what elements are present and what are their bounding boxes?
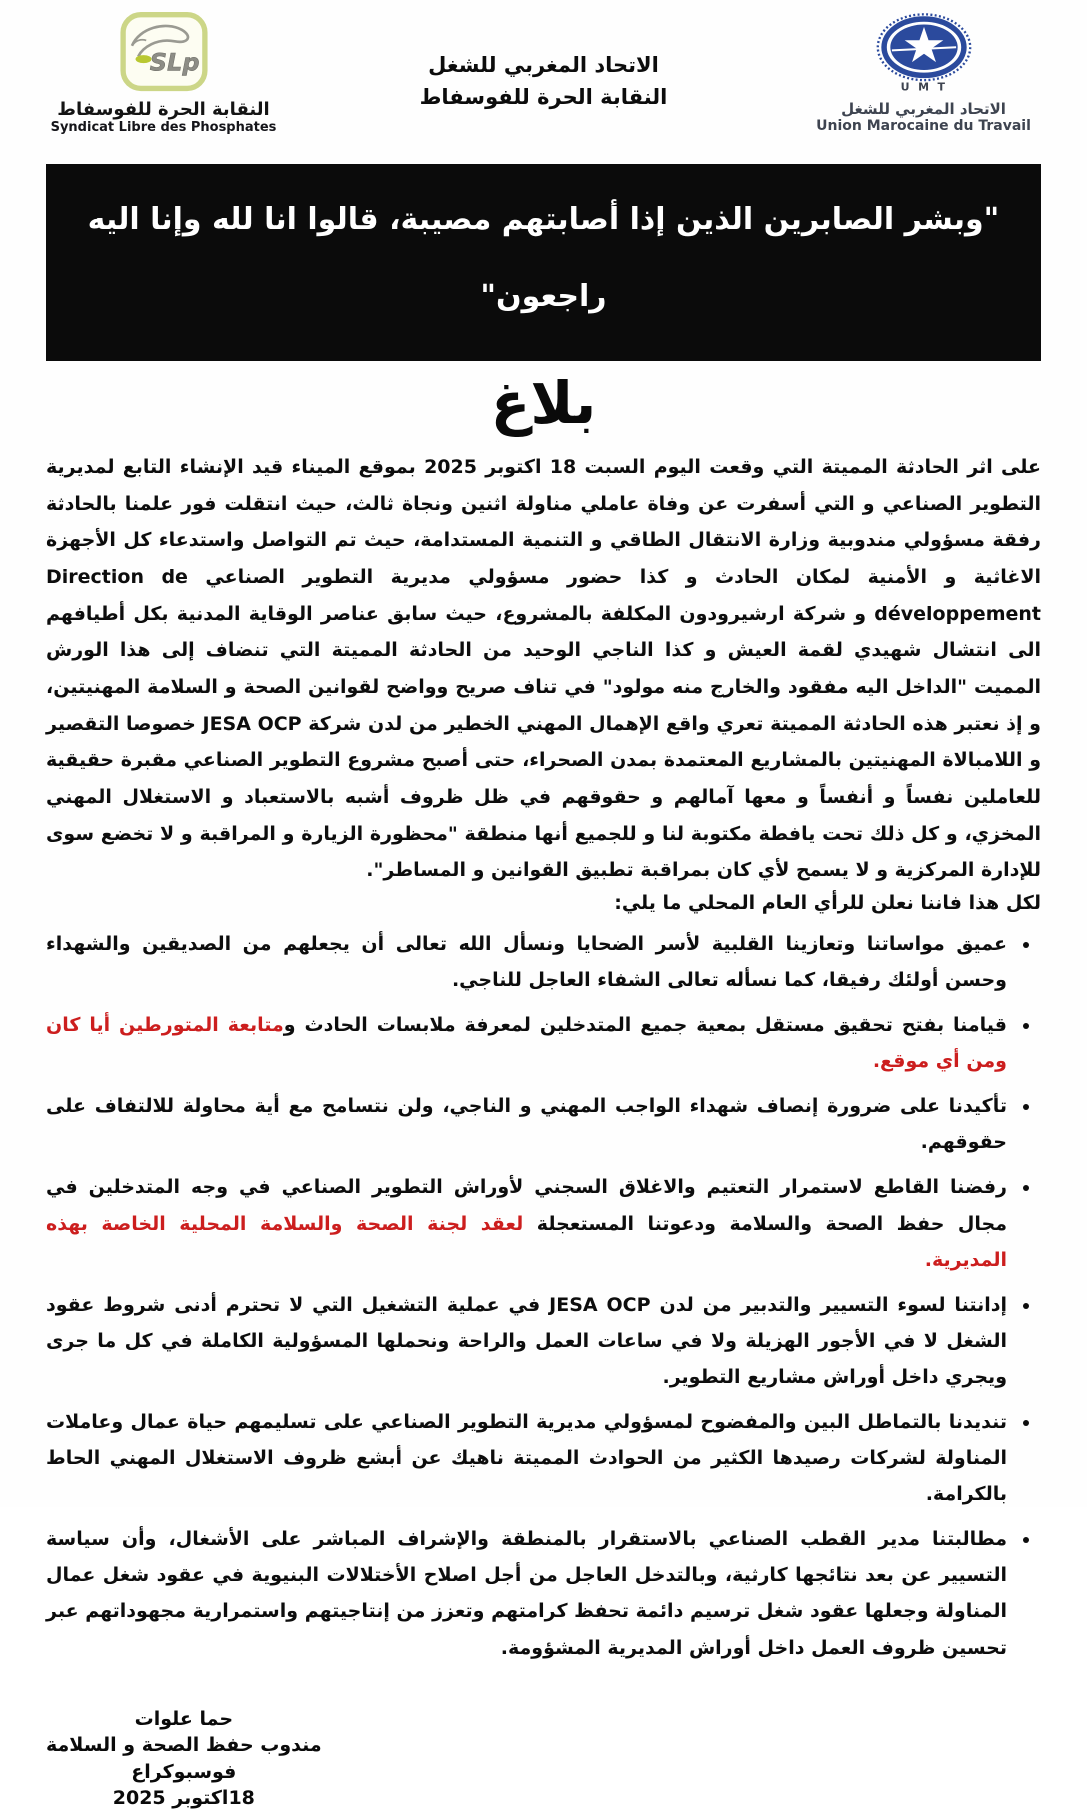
bullet-text: عميق مواساتنا وتعازينا القلبية لأسر الضحايا ونسأل الله تعالى أن يجعلهم من الصديقين والشهداء وحسن أولئك رفيقا، كما نسأله تعالى الشفاء العاجل للناجي. — [46, 932, 1007, 991]
signature-block — [46, 1706, 322, 1812]
slp-name-arabic: النقابة الحرة للفوسفاط — [57, 99, 270, 120]
list-item — [46, 1287, 1011, 1395]
list-item — [46, 926, 1011, 998]
bullet-text: تنديدنا بالتماطل البين والمفضوح لمسؤولي مديرية التطوير الصناعي على تسليمهم حياة عمال وعاملات المناولة لشركات رصيدها الكثير من الحوادث المميتة ناهيك عن أبشع ظروف الاستغلال المهني الحاط بالكرامة. — [46, 1411, 1007, 1506]
bullet-text: إدانتنا لسوء التسيير والتدبير من لدن JESA OCP في عملية التشغيل التي لا تحترم أدنى شروط عقود الشغل لا في الأجور الهزيلة ولا في ساعات العمل والراحة ونحملها المسؤولية الكاملة في كل ما جرى ويجري داخل أوراش مشاريع التطوير. — [46, 1293, 1007, 1388]
umt-name-arabic: الاتحاد المغربي للشغل — [841, 100, 1006, 118]
slp-logo-text: SLp — [149, 48, 200, 77]
lead-in-line: لكل هذا فاننا نعلن للرأي العام المحلي ما يلي: — [614, 891, 1041, 914]
page-title: بلاغ — [490, 369, 597, 437]
demands-list — [46, 926, 1011, 1666]
list-item — [46, 1521, 1011, 1665]
list-item — [46, 1169, 1011, 1277]
list-item — [46, 1404, 1011, 1512]
intro-paragraph: على اثر الحادثة المميتة التي وقعت اليوم السبت 18 اكتوبر 2025 بموقع الميناء قيد الإنشاء التابع لمديرية التطوير الصناعي و التي أسفرت عن وفاة عاملي مناولة اثنين ونجاة ثالث، حيث انتقلت فور علمنا بالحادثة رفقة مسؤولي مندوبية وزارة الانتقال الطاقي و التنمية المستدامة، حيث تم التواصل واستدعاء كل الأجهزة الاغاثية و الأمنية لمكان الحادث و كذا حضور مسؤولي مديرية التطوير الصناعي Direction de développement و شركة ارشيرودون المكلفة بالمشروع، حيث سابق عناصر الوقاية المدنية بكل أطيافهم الى انتشال شهيدي لقمة العيش و كذا الناجي الوحيد من الحادثة المميتة التي تنضاف إلى هذا الورش المميت "الداخل اليه مفقود والخارج منه مولود" في تناف صريح وواضح لقوانين الصحة و السلامة المهنيتين، و إذ نعتبر هذه الحادثة المميتة تعري واقع الإهمال المهني الخطير من لدن شركة JESA OCP خصوصا التقصير و اللامبالاة المهنيتين بالمشاريع المعتمدة بمدن الصحراء، حتى أصبح مشروع التطوير الصناعي مقبرة حقيقية للعاملين نفساً و أنفساً و معها آمالهم و حقوقهم في ظل ظروف أشبه بالاستعباد و الاستغلال المهني المخزي، و كل ذلك تحت يافطة مكتوبة لنا و للجميع أنها منطقة "محظورة الزيارة و المراقبة و لا تخضع سوى للإدارة المركزية و لا يسمح لأي كان بمراقبة تطبيق القوانين و المساطر". — [46, 456, 1041, 882]
signature-place: فوسبوكراع — [131, 1760, 237, 1783]
mourning-banner — [46, 164, 1041, 361]
slp-org-block — [46, 10, 281, 135]
header-syndicate-name: النقابة الحرة للفوسفاط — [419, 84, 668, 109]
signer-role: مندوب حفظ الصحة و السلامة — [46, 1734, 322, 1757]
header-union-name: الاتحاد المغربي للشغل — [428, 53, 659, 77]
signature-date: 18اكتوبر 2025 — [112, 1787, 255, 1810]
bullet-text-highlight: لعقد لجنة الصحة والسلامة المحلية الخاصة بهذه المديرية. — [46, 1212, 1007, 1271]
bullet-text: رفضنا القاطع لاستمرار التعتيم والاغلاق السجني لأوراش التطوير الصناعي في وجه المتدخلين في مجال حفظ الصحة والسلامة ودعوتنا المستعجلة — [46, 1176, 1008, 1235]
bullet-text: قيامنا بفتح تحقيق مستقل بمعية جميع المتدخلين لمعرفة ملابسات الحادث و — [283, 1014, 1007, 1037]
umt-logo-icon — [873, 12, 975, 95]
list-item — [46, 1007, 1011, 1079]
list-item — [46, 1088, 1011, 1160]
umt-name-french: Union Marocaine du Travail — [816, 118, 1031, 134]
signer-name: حما علوات — [134, 1707, 234, 1730]
document-header — [46, 10, 1041, 150]
slp-name-french: Syndicat Libre des Phosphates — [50, 120, 277, 135]
bullet-text-highlight: متابعة المتورطين أيا كان ومن أي موقع. — [46, 1014, 1007, 1073]
bullet-text: تأكيدنا على ضرورة إنصاف شهداء الواجب المهني و الناجي، ولن نتسامح مع أية محاولة للالتفاف على حقوقهم. — [46, 1095, 1007, 1154]
slp-logo-icon — [119, 12, 209, 92]
umt-logo-text: U M T — [900, 80, 947, 94]
umt-org-block — [806, 10, 1041, 134]
header-title-block — [420, 10, 668, 113]
quran-verse: "وبشر الصابرين الذين إذا أصابتهم مصيبة، قالوا انا لله وإنا اليه راجعون" — [87, 202, 1000, 314]
bullet-text: مطالبتنا مدير القطب الصناعي بالاستقرار بالمنطقة والإشراف المباشر على الأشغال، وأن سياسة التسيير عن بعد نتائجها كارثية، وبالتدخل العاجل من أجل اصلاح الأختلالات البنيوية في عقود شغل عمال المناولة وجعلها عقود شغل ترسيم دائمة تحفظ كرامتهم وتعزز من إنتاجيتهم واستمرارية مجهوداتهم عبر تحسين ظروف العمل داخل أوراش المديرية المشؤومة. — [46, 1528, 1007, 1659]
